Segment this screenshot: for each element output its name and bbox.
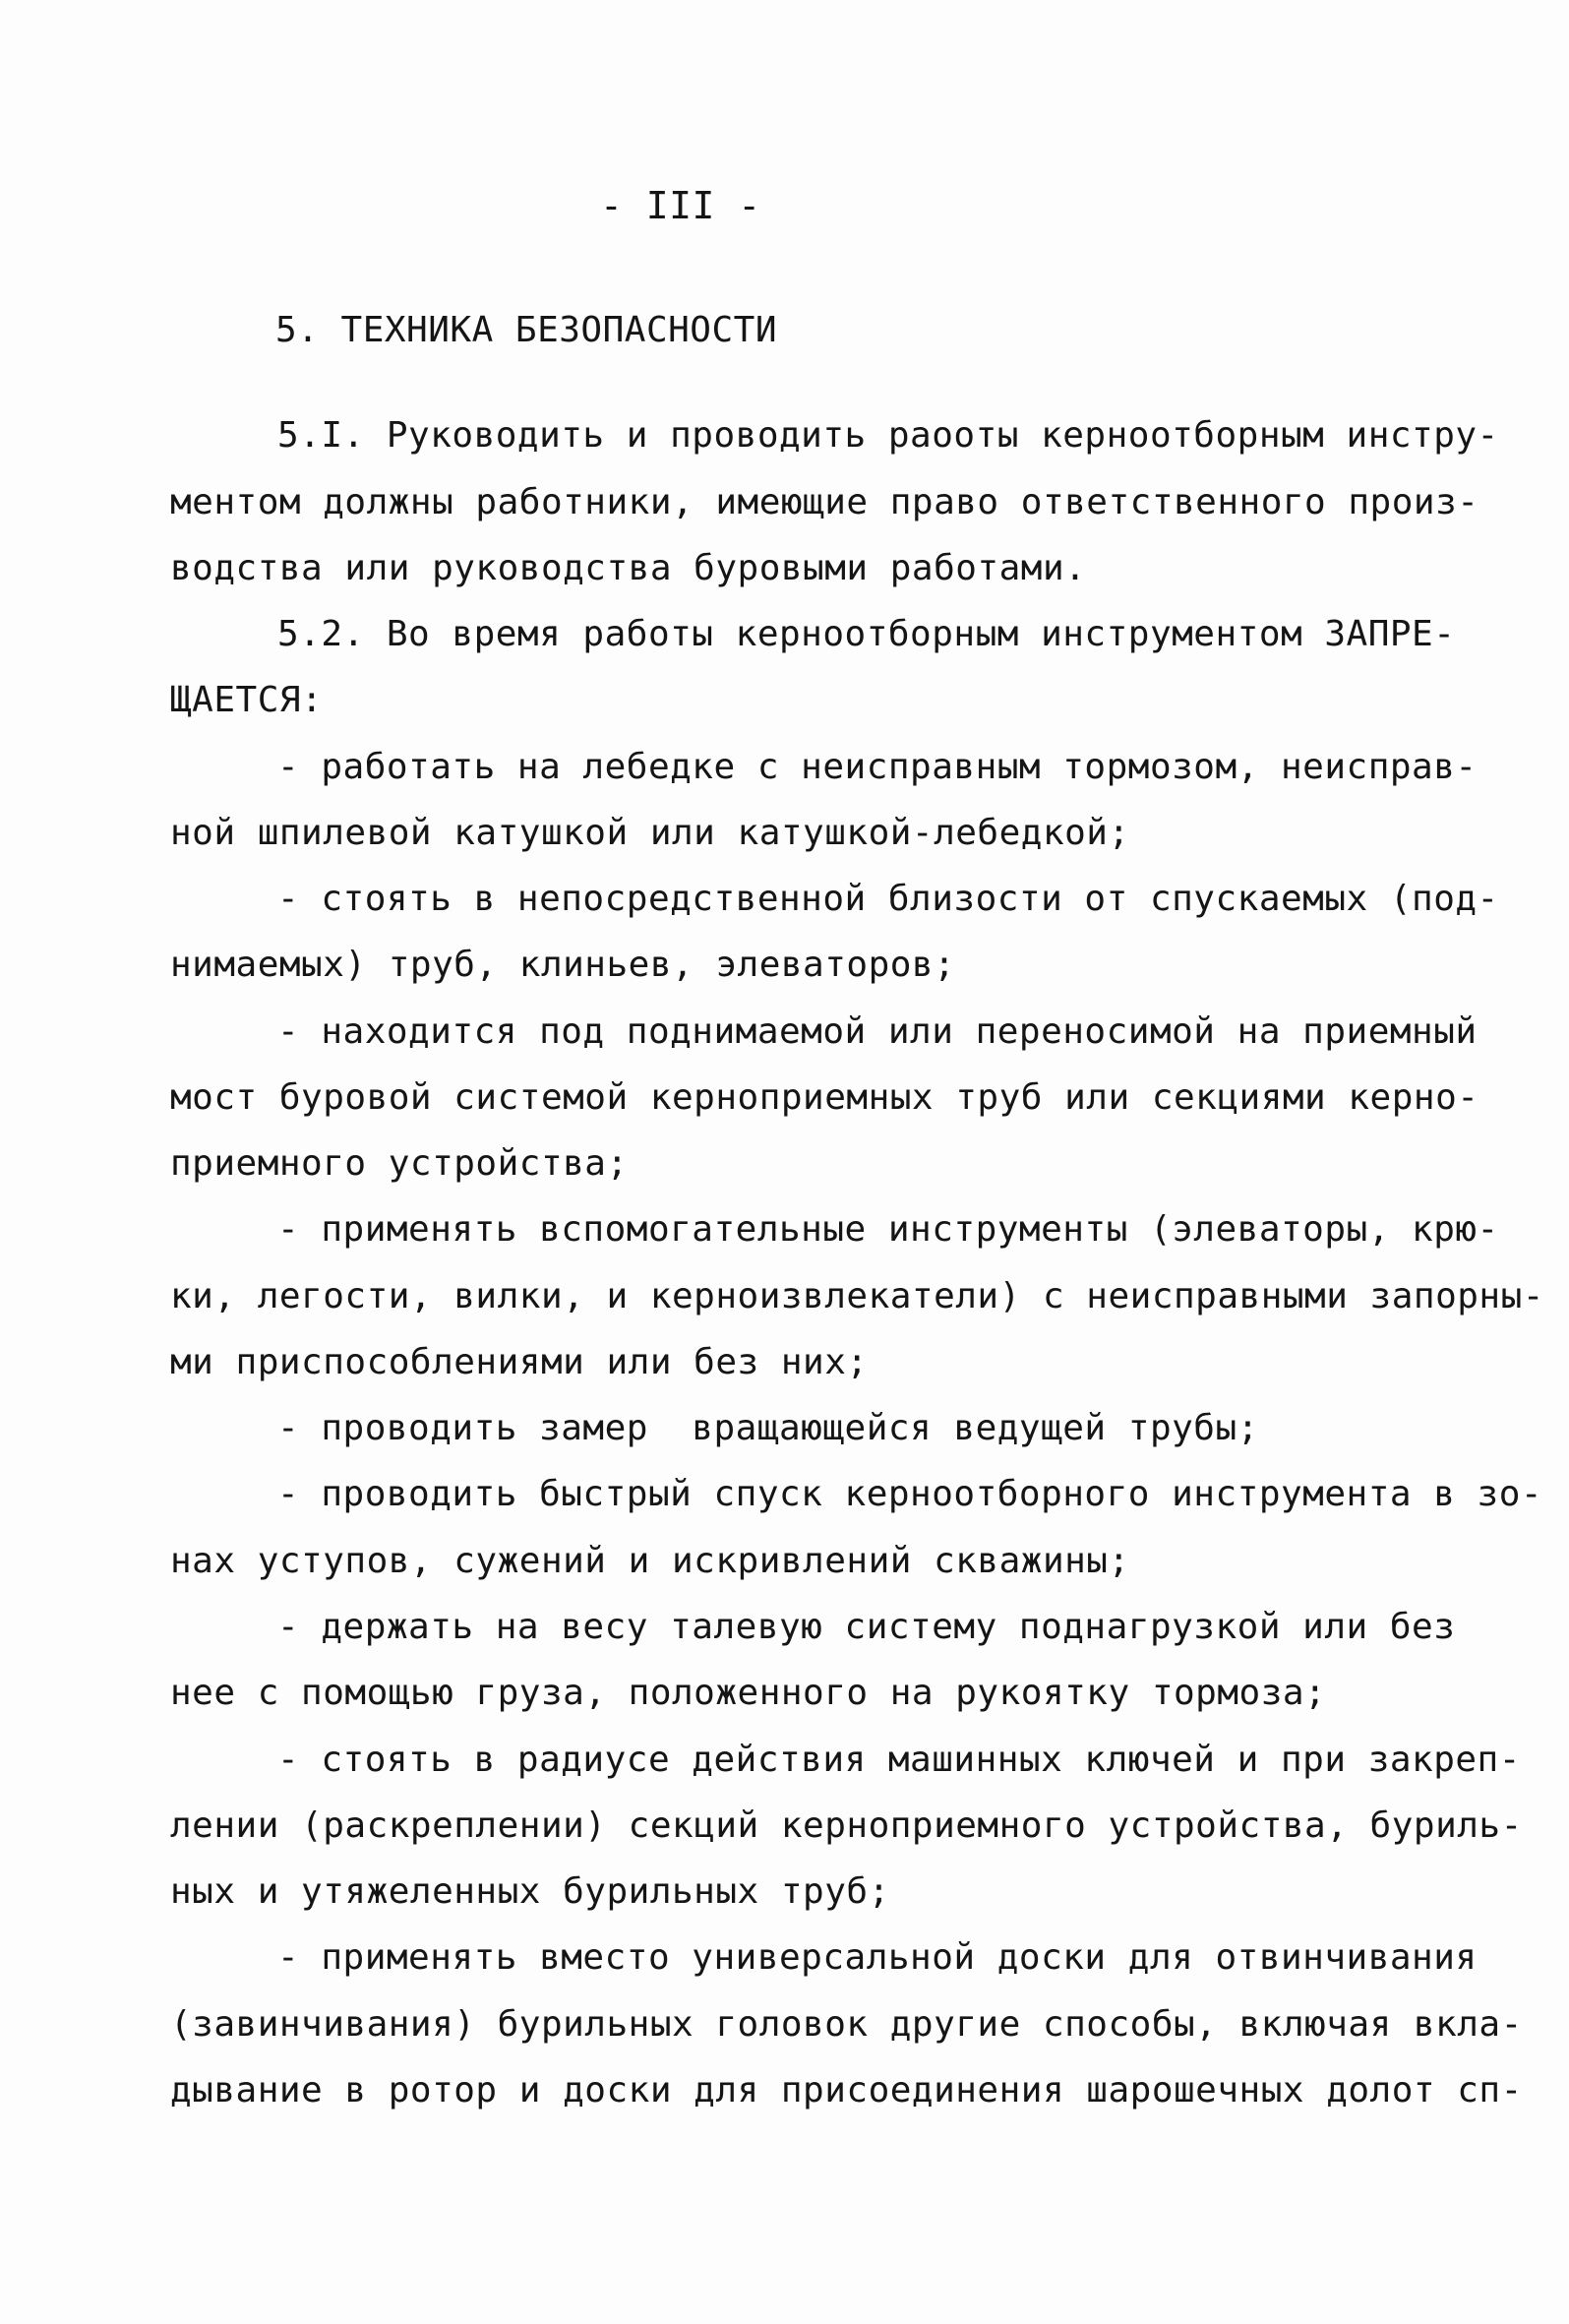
- list-item: - держать на весу талевую систему поднагрузкой или без: [277, 1607, 1456, 1647]
- text-line: водства или руководства буровыми работами.: [170, 548, 1087, 588]
- text-line: ми приспособлениями или без них;: [170, 1342, 869, 1382]
- list-item: - проводить быстрый спуск керноотборного инструмента в зо-: [277, 1474, 1543, 1514]
- list-item: - применять вместо универсальной доски для отвинчивания: [277, 1937, 1478, 1978]
- text-line: нее с помощью груза, положенного на рукоятку тормоза;: [170, 1673, 1327, 1713]
- text-line: дывание в ротор и доски для присоединения шарошечных долот сп-: [170, 2070, 1523, 2110]
- page-number: - III -: [600, 184, 761, 227]
- text-line: ЩАЕТСЯ:: [170, 680, 324, 720]
- list-item: - работать на лебедке с неисправным тормозом, неисправ-: [277, 747, 1478, 787]
- list-item: - применять вспомогательные инструменты (элеваторы, крю-: [277, 1209, 1499, 1250]
- text-line: 5.2. Во время работы керноотборным инструментом ЗАПРЕ-: [277, 614, 1456, 654]
- text-line: ной шпилевой катушкой или катушкой-лебедкой;: [170, 813, 1130, 853]
- text-line: нимаемых) труб, клиньев, элеваторов;: [170, 945, 956, 985]
- text-line: ки, легости, вилки, и керноизвлекатели) с неисправными запорны-: [170, 1276, 1544, 1316]
- list-item: - проводить замер вращающейся ведущей трубы;: [277, 1408, 1259, 1448]
- text-line: лении (раскреплении) секций керноприемного устройства, буриль-: [170, 1805, 1523, 1846]
- text-line: (завинчивания) бурильных головок другие способы, включая вкла-: [170, 2004, 1523, 2045]
- list-item: - стоять в радиусе действия машинных ключей и при закреп-: [277, 1740, 1521, 1780]
- list-item: - стоять в непосредственной близости от спускаемых (под-: [277, 879, 1499, 919]
- list-item: - находится под поднимаемой или переносимой на приемный: [277, 1011, 1478, 1052]
- section-title: 5. ТЕХНИКА БЕЗОПАСНОСТИ: [275, 310, 777, 350]
- text-line: ментом должны работники, имеющие право ответственного произ-: [170, 482, 1479, 522]
- text-line: ных и утяжеленных бурильных труб;: [170, 1871, 890, 1912]
- text-line: приемного устройства;: [170, 1143, 629, 1184]
- text-line: мост буровой системой керноприемных труб или секциями керно-: [170, 1077, 1479, 1118]
- text-line: нах уступов, сужений и искривлений скважины;: [170, 1541, 1130, 1581]
- text-line: 5.I. Руководить и проводить раооты керноотборным инстру-: [277, 415, 1499, 456]
